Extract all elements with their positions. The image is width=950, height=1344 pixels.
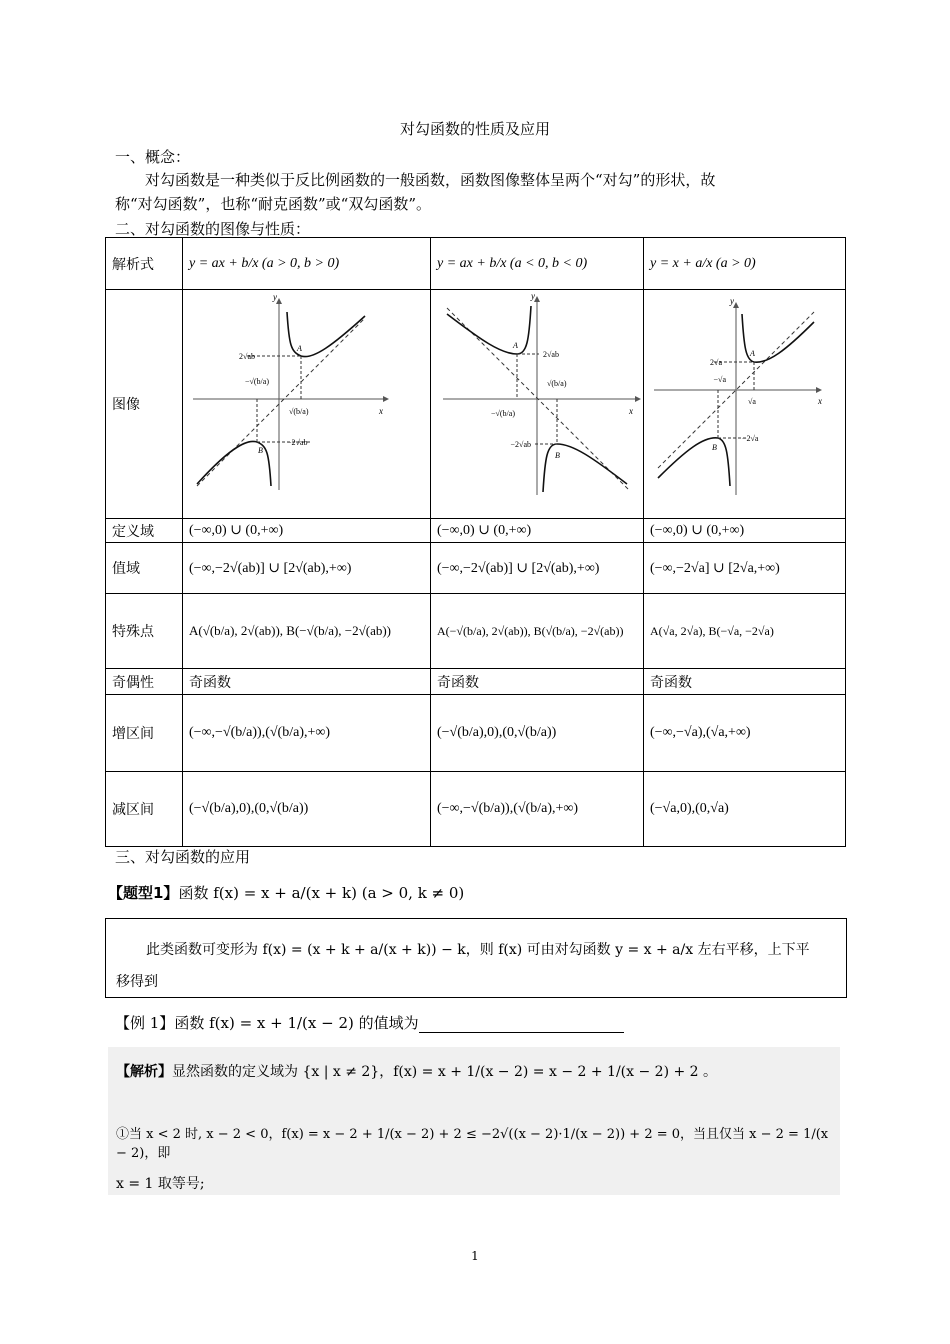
label-dec: 减区间 bbox=[106, 772, 183, 847]
range-col3: (−∞,−2√a] ∪ [2√a,+∞) bbox=[644, 543, 846, 594]
parity-col1: 奇函数 bbox=[183, 669, 431, 695]
dec-col2: (−∞,−√(b/a)),(√(b/a),+∞) bbox=[431, 772, 644, 847]
row-dec bbox=[106, 772, 846, 847]
curve-left bbox=[447, 306, 531, 354]
x-axis-arrow bbox=[816, 387, 822, 393]
points-col1: A(√(b/a), 2√(ab)), B(−√(b/a), −2√(ab)) bbox=[183, 594, 431, 669]
range-col2: (−∞,−2√(ab)] ∪ [2√(ab),+∞) bbox=[431, 543, 644, 594]
graph2-x-label: x bbox=[629, 406, 633, 416]
graph2-point-b: B bbox=[555, 451, 560, 460]
graph2-ytop: 2√ab bbox=[543, 350, 559, 359]
graph-col1 bbox=[183, 290, 431, 519]
graph-col3 bbox=[644, 290, 846, 519]
graph1-point-a: A bbox=[297, 344, 302, 353]
label-domain: 定义域 bbox=[106, 519, 183, 543]
curve-left bbox=[658, 438, 730, 486]
domain-col1: (−∞,0) ∪ (0,+∞) bbox=[183, 519, 431, 543]
graph3-x-label: x bbox=[818, 396, 822, 406]
section1-line1: 对勾函数是一种类似于反比例函数的一般函数，函数图像整体呈两个“对勾”的形状，故 bbox=[145, 171, 716, 189]
graph3-xpos: √a bbox=[748, 397, 756, 406]
graph2-xpos: √(b/a) bbox=[547, 379, 567, 388]
inc-col2: (−√(b/a),0),(0,√(b/a)) bbox=[431, 695, 644, 772]
row-domain bbox=[106, 519, 846, 543]
label-parity: 奇偶性 bbox=[106, 669, 183, 695]
analysis-line3: x = 1 取等号; bbox=[116, 1176, 205, 1192]
domain-col3: (−∞,0) ∪ (0,+∞) bbox=[644, 519, 846, 543]
graph3-svg bbox=[644, 290, 842, 513]
graph-col2 bbox=[431, 290, 644, 519]
parity-col2: 奇函数 bbox=[431, 669, 644, 695]
transform-box bbox=[105, 918, 847, 998]
domain-col2: (−∞,0) ∪ (0,+∞) bbox=[431, 519, 644, 543]
section1-line2: 称“对勾函数”，也称“耐克函数”或“双勾函数”。 bbox=[115, 195, 432, 213]
label-graph: 图像 bbox=[106, 290, 183, 519]
analysis-line1 bbox=[116, 1061, 717, 1081]
section1-heading: 一、概念： bbox=[115, 148, 191, 166]
type1-tag: 【题型1】 bbox=[108, 884, 179, 902]
expr-col2: y = ax + b/x (a < 0, b < 0) bbox=[431, 238, 644, 290]
section2-heading: 二、对勾函数的图像与性质： bbox=[115, 220, 311, 238]
graph3-xneg: −√a bbox=[713, 375, 726, 384]
inc-col1: (−∞,−√(b/a)),(√(b/a),+∞) bbox=[183, 695, 431, 772]
graph3-point-a: A bbox=[750, 349, 755, 358]
analysis-block bbox=[108, 1047, 840, 1195]
analysis-tag: 【解析】 bbox=[116, 1064, 172, 1080]
box-line1: 此类函数可变形为 f(x) = (x + k + a/(x + k)) − k，则 f(x) 可由对勾函数 y = x + a/x 左右平移，上下平 bbox=[146, 942, 810, 958]
x-axis-arrow bbox=[383, 396, 389, 402]
asymptote bbox=[197, 318, 365, 486]
example1-text: 函数 f(x) = x + 1/(x − 2) 的值域为 bbox=[174, 1014, 419, 1032]
row-points bbox=[106, 594, 846, 669]
label-points: 特殊点 bbox=[106, 594, 183, 669]
properties-table bbox=[105, 237, 846, 847]
analysis-line2: ①当 x < 2 时, x − 2 < 0，f(x) = x − 2 + 1/(x − 2) + 2 ≤ −2√((x − 2)·1/(x − 2)) + 2 = 0，当且仅当 x − 2 = 1/(x − 2)，即 bbox=[116, 1127, 829, 1161]
type1-line bbox=[108, 882, 464, 903]
box-line2: 移得到 bbox=[116, 974, 158, 990]
label-inc: 增区间 bbox=[106, 695, 183, 772]
example1-tag: 【例 1】 bbox=[115, 1014, 175, 1032]
graph1-xpos: √(b/a) bbox=[289, 407, 309, 416]
graph2-ybot: −2√ab bbox=[510, 440, 531, 449]
dec-col3: (−√a,0),(0,√a) bbox=[644, 772, 846, 847]
section3-heading: 三、对勾函数的应用 bbox=[115, 848, 251, 866]
type1-text: 函数 f(x) = x + a/(x + k) (a > 0, k ≠ 0) bbox=[178, 884, 465, 902]
page-number: 1 bbox=[471, 1249, 479, 1263]
inc-col3: (−∞,−√a),(√a,+∞) bbox=[644, 695, 846, 772]
graph2-svg bbox=[431, 290, 643, 513]
label-range: 值域 bbox=[106, 543, 183, 594]
graph1-ytop: 2√ab bbox=[239, 352, 255, 361]
analysis-text1: 显然函数的定义域为 {x | x ≠ 2}，f(x) = x + 1/(x − 2) = x − 2 + 1/(x − 2) + 2 。 bbox=[172, 1064, 718, 1080]
x-axis-arrow bbox=[635, 396, 641, 402]
points-col3: A(√a, 2√a), B(−√a, −2√a) bbox=[644, 594, 846, 669]
graph2-y-label: y bbox=[531, 291, 535, 301]
expr-col3: y = x + a/x (a > 0) bbox=[644, 238, 846, 290]
graph1-ybot: −2√ab bbox=[287, 438, 308, 447]
graph1-x-label: x bbox=[379, 406, 383, 416]
dec-col1: (−√(b/a),0),(0,√(b/a)) bbox=[183, 772, 431, 847]
range-col1: (−∞,−2√(ab)] ∪ [2√(ab),+∞) bbox=[183, 543, 431, 594]
row-expr bbox=[106, 238, 846, 290]
graph2-xneg: −√(b/a) bbox=[490, 409, 515, 418]
graph3-y-label: y bbox=[730, 296, 734, 306]
graph1-svg bbox=[183, 290, 430, 513]
graph3-ytop: 2√a bbox=[710, 358, 722, 367]
parity-col3: 奇函数 bbox=[644, 669, 846, 695]
graph1-point-b: B bbox=[258, 446, 263, 455]
row-parity bbox=[106, 669, 846, 695]
graph2-point-a: A bbox=[513, 341, 518, 350]
answer-blank bbox=[419, 1014, 624, 1033]
graph3-ybot: −2√a bbox=[742, 434, 759, 443]
graph3-point-b: B bbox=[712, 443, 717, 452]
row-range bbox=[106, 543, 846, 594]
example1-line bbox=[115, 1012, 624, 1033]
label-expr: 解析式 bbox=[106, 238, 183, 290]
graph1-y-label: y bbox=[273, 292, 277, 302]
page-title: 对勾函数的性质及应用 bbox=[399, 120, 550, 138]
points-col2: A(−√(b/a), 2√(ab)), B(√(b/a), −2√(ab)) bbox=[431, 594, 644, 669]
row-inc bbox=[106, 695, 846, 772]
expr-col1: y = ax + b/x (a > 0, b > 0) bbox=[183, 238, 431, 290]
graph1-xneg: −√(b/a) bbox=[244, 377, 269, 386]
row-graph bbox=[106, 290, 846, 519]
